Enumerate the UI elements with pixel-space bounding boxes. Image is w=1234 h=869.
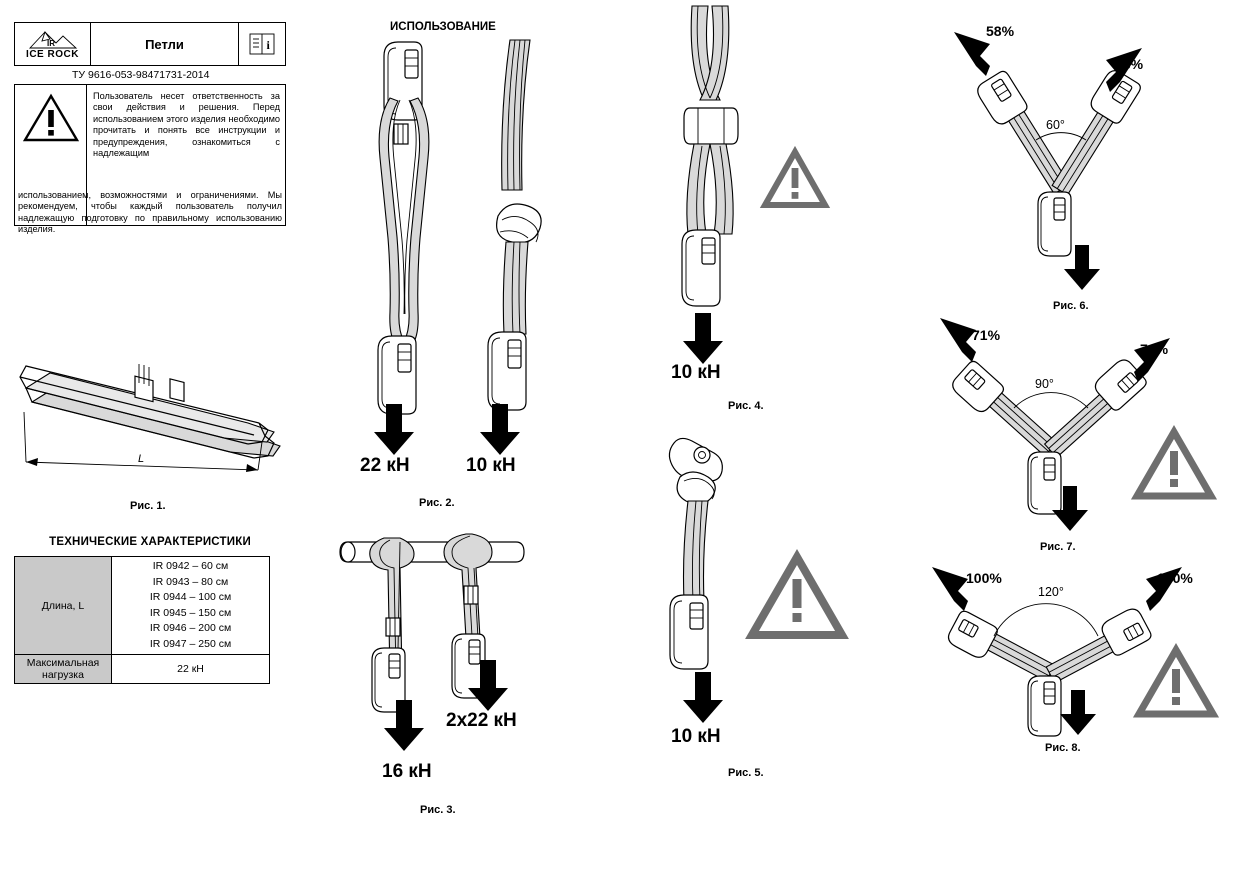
figure-4-caption: Рис. 4. <box>728 400 764 412</box>
figure-6-caption: Рис. 6. <box>1053 300 1089 312</box>
figure-2-load-right: 10 кН <box>466 455 516 476</box>
figure-2-load-left: 22 кН <box>360 455 410 476</box>
figure-6-pct-right: 58% <box>1115 56 1144 72</box>
figure-7-caption: Рис. 7. <box>1040 541 1076 553</box>
warning-text-continued: использованием, возможностями и ограничениями. Мы рекомендуем, чтобы каждый пользователь получил надлежащую подготовку по правильному использованию изделия. <box>18 190 282 235</box>
spec-length-values <box>112 557 270 655</box>
svg-text:i: i <box>266 38 270 52</box>
spec-table <box>14 556 270 684</box>
figure-7-warning-triangle-icon <box>1133 427 1215 501</box>
document-title: Петли <box>91 23 239 65</box>
figure-7-arrow-down <box>1050 486 1090 532</box>
figure-3-arrow-left <box>382 700 426 752</box>
figure-7-angle: 90° <box>1035 377 1054 391</box>
svg-text:IR: IR <box>46 38 55 48</box>
figure-2-arrow-left <box>372 404 416 456</box>
figure-3-load-left: 16 кН <box>382 761 432 782</box>
figure-5-warning-triangle-icon <box>747 551 847 641</box>
figure-3-caption: Рис. 3. <box>420 804 456 816</box>
figure-3-illustration <box>340 520 550 730</box>
figure-5-caption: Рис. 5. <box>728 767 764 779</box>
table-row <box>15 655 270 684</box>
list-item: IR 0946 – 200 см <box>149 622 232 634</box>
figure-8-arrow-down <box>1058 690 1098 736</box>
figure-1-caption: Рис. 1. <box>130 500 166 512</box>
spec-maxload-value: 22 кН <box>112 655 270 684</box>
warning-text: Пользователь несет ответственность за свои действия и решения. Перед использованием этого изделия необходимо прочитать и понять все инструкции и предупреждения, ознакомиться с надлежащим <box>93 91 280 159</box>
table-row <box>15 557 270 655</box>
figure-7-pct-right: 71% <box>1140 341 1169 357</box>
figure-2-arrow-right <box>478 404 522 456</box>
figure-1-illustration <box>18 246 288 491</box>
brand-logo <box>15 23 91 65</box>
figure-5-arrow <box>681 672 725 724</box>
book-info-icon <box>239 23 285 65</box>
list-item: IR 0947 – 250 см <box>149 637 232 650</box>
figure-8-angle: 120° <box>1038 585 1064 599</box>
spec-maxload-label: Максимальная нагрузка <box>15 655 112 684</box>
svg-text:L: L <box>138 453 145 465</box>
figure-2-caption: Рис. 2. <box>419 497 455 509</box>
brand-name: ICE ROCK <box>26 48 79 60</box>
spec-length-label: Длина, L <box>15 557 112 655</box>
figure-6-pct-left: 58% <box>986 23 1015 39</box>
figure-6-arrow-down <box>1062 245 1102 291</box>
figure-7-pct-left: 71% <box>972 327 1001 343</box>
figure-4-warning-triangle-icon <box>762 148 828 210</box>
figure-8-pct-right: 100% <box>1157 570 1193 586</box>
figure-8-caption: Рис. 8. <box>1045 742 1081 754</box>
list-item: IR 0942 – 60 см <box>152 560 229 572</box>
header-box <box>14 22 286 66</box>
tu-code: ТУ 9616-053-98471731-2014 <box>72 69 210 81</box>
spec-table-title: ТЕХНИЧЕСКИЕ ХАРАКТЕРИСТИКИ <box>49 536 251 548</box>
figure-4-load: 10 кН <box>671 362 721 383</box>
list-item: IR 0943 – 80 см <box>152 575 229 588</box>
figure-5-load: 10 кН <box>671 726 721 747</box>
figure-2-illustration <box>352 36 552 426</box>
figure-8-warning-triangle-icon <box>1135 645 1217 719</box>
mountain-icon <box>26 29 80 49</box>
figure-4-arrow <box>681 313 725 365</box>
figure-6-angle: 60° <box>1046 118 1065 132</box>
figure-3-arrow-right <box>466 660 510 712</box>
figure-3-load-right: 2х22 кН <box>446 710 517 731</box>
section-title-usage: ИСПОЛЬЗОВАНИЕ <box>390 21 496 33</box>
list-item: IR 0945 – 150 см <box>149 606 232 619</box>
figure-8-pct-left: 100% <box>966 570 1002 586</box>
list-item: IR 0944 – 100 см <box>149 591 232 603</box>
